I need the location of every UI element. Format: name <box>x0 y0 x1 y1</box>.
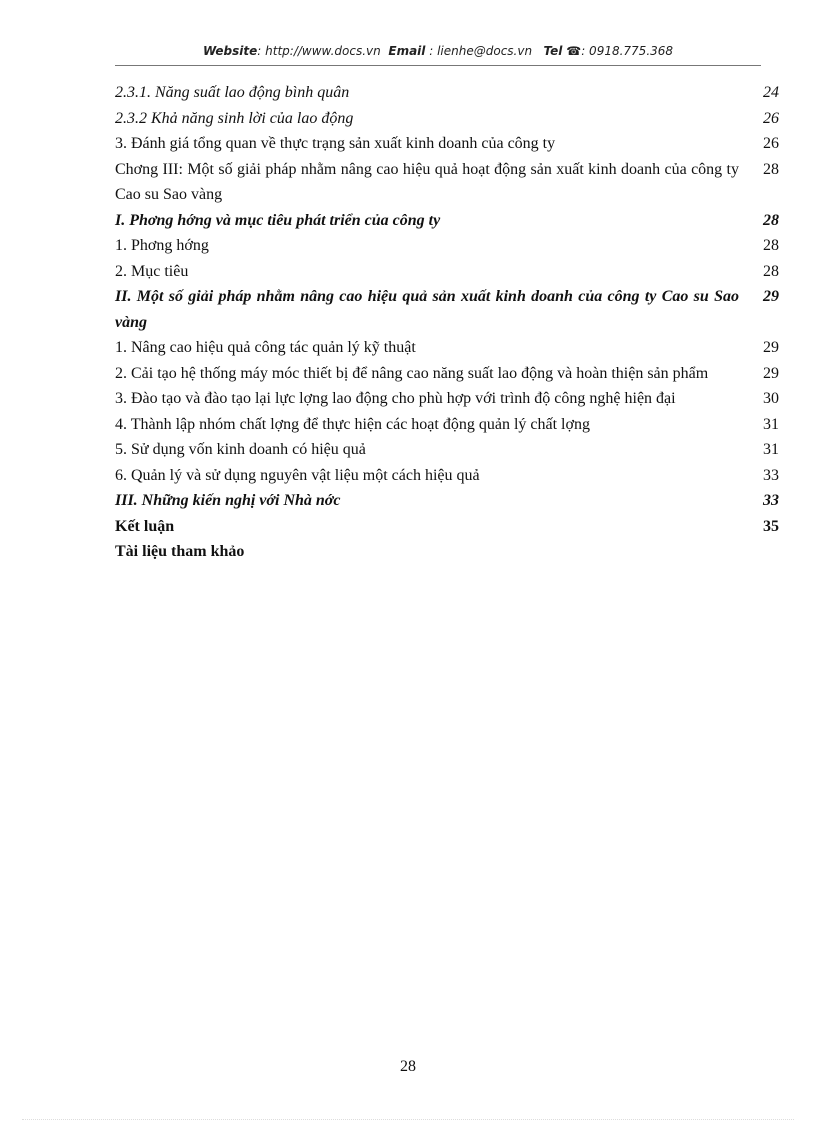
toc-entry-page: 24 <box>763 84 779 101</box>
toc-entry-page: 26 <box>763 135 779 152</box>
website-value: : http://www.docs.vn <box>257 44 381 58</box>
phone-icon: ☎ <box>566 44 582 58</box>
page-header <box>115 44 761 58</box>
toc-entry-title: 3. Đánh giá tổng quan về thực trạng sản xuất kinh doanh của công ty <box>115 135 556 152</box>
toc-entry <box>115 335 779 361</box>
toc-entry-title: III. Những kiến nghị với Nhà nớc <box>115 492 341 509</box>
toc-entry-title: 2.3.1. Năng suất lao động bình quân <box>115 84 350 101</box>
toc-entry-title: 1. Phơng hớng <box>115 237 209 254</box>
toc-entry <box>115 80 779 106</box>
toc-entry-title: Tài liệu tham khảo <box>115 543 245 560</box>
website-label: Website <box>202 44 258 58</box>
toc-entry <box>115 284 779 335</box>
toc-entry-title: I. Phơng hớng và mục tiêu phát triển của công ty <box>115 211 441 229</box>
toc-entry-page: 28 <box>763 237 779 254</box>
toc-entry-page: 30 <box>763 390 779 407</box>
table-of-contents <box>115 80 779 565</box>
toc-entry <box>115 131 779 157</box>
toc-entry-title: II. Một số giải pháp nhằm nâng cao hiệu quả sản xuất kinh doanh của công ty Cao su Sao vàng <box>115 288 739 331</box>
toc-entry <box>115 361 779 387</box>
toc-entry <box>115 463 779 489</box>
toc-entry-page: 29 <box>763 339 779 356</box>
toc-entry-title: Chơng III: Một số giải pháp nhằm nâng cao hiệu quả hoạt động sản xuất kinh doanh của công ty Cao su Sao vàng <box>115 160 739 203</box>
toc-entry-page: 31 <box>763 415 779 433</box>
toc-entry-title: 2. Cải tạo hệ thống máy móc thiết bị để nâng cao năng suất lao động và hoàn thiện sản phẩm <box>115 364 709 382</box>
toc-entry <box>115 412 779 438</box>
toc-entry <box>115 539 779 565</box>
toc-entry-title: 6. Quản lý và sử dụng nguyên vật liệu một cách hiệu quả <box>115 466 480 484</box>
email-value: : lienhe@docs.vn <box>429 44 533 58</box>
toc-entry-page: 29 <box>763 288 779 305</box>
toc-entry-page: 28 <box>763 211 779 229</box>
toc-entry-title: 1. Nâng cao hiệu quả công tác quản lý kỹ thuật <box>115 339 416 356</box>
toc-entry <box>115 106 779 132</box>
toc-entry-page: 33 <box>763 492 779 509</box>
toc-entry-title: 2. Mục tiêu <box>115 262 189 280</box>
toc-entry-title: 5. Sử dụng vốn kinh doanh có hiệu quả <box>115 441 366 458</box>
page-edge-divider <box>22 1119 794 1120</box>
toc-entry <box>115 208 779 234</box>
toc-entry-page: 28 <box>763 160 779 178</box>
toc-entry-title: 3. Đào tạo và đào tạo lại lực lợng lao động cho phù hợp với trình độ công nghệ hiện đại <box>115 390 676 407</box>
toc-entry <box>115 233 779 259</box>
toc-entry-title: 2.3.2 Khả năng sinh lời của lao động <box>115 109 354 127</box>
toc-entry-page: 28 <box>763 262 779 280</box>
toc-entry-page: 33 <box>763 466 779 484</box>
toc-entry <box>115 259 779 285</box>
toc-entry <box>115 488 779 514</box>
toc-entry <box>115 437 779 463</box>
toc-entry-page: 31 <box>763 441 779 458</box>
toc-entry-title: 4. Thành lập nhóm chất lợng để thực hiện các hoạt động quản lý chất lợng <box>115 415 590 433</box>
toc-entry-page: 29 <box>763 364 779 382</box>
toc-entry-title: Kết luận <box>115 517 175 535</box>
toc-entry <box>115 386 779 412</box>
page-number: 28 <box>400 1058 416 1075</box>
email-label: Email <box>388 44 426 58</box>
toc-entry <box>115 157 779 208</box>
toc-entry-page: 26 <box>763 109 779 127</box>
toc-entry <box>115 514 779 540</box>
tel-label: Tel <box>543 44 563 58</box>
tel-value: : 0918.775.368 <box>581 44 674 58</box>
toc-entry-page: 35 <box>763 517 779 535</box>
header-divider <box>115 65 761 66</box>
